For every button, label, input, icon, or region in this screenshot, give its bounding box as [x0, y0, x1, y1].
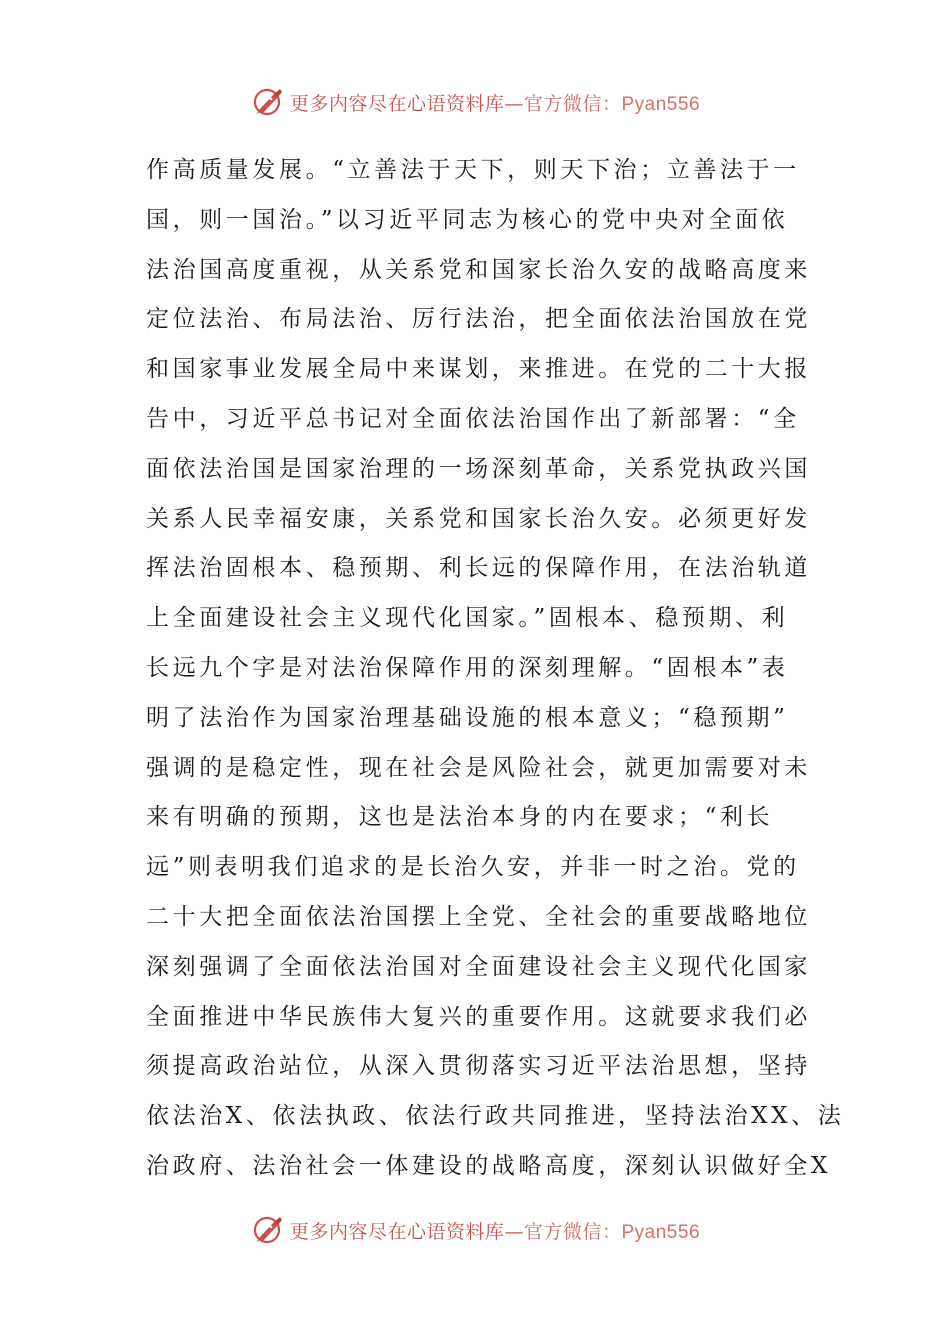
body-line: 远”则表明我们追求的是长治久安，并非一时之治。党的 — [146, 854, 800, 881]
header-wechat-label: 官方微信： — [523, 92, 622, 115]
body-line: 全面推进中华民族伟大复兴的重要作用。这就要求我们必 — [146, 1003, 811, 1030]
body-line: 法治国高度重视，从关系党和国家长治久安的战略高度来 — [146, 256, 811, 283]
body-line: 长远九个字是对法治保障作用的深刻理解。“固根本”表 — [146, 654, 789, 681]
header-banner — [0, 82, 950, 122]
body-line: 挥法治固根本、稳预期、利长远的保障作用，在法治轨道 — [146, 555, 811, 582]
document-body — [146, 146, 845, 1192]
body-line: 依法治X、依法执政、依法行政共同推进，坚持法治XX、法 — [146, 1103, 845, 1130]
body-line: 作高质量发展。“立善法于天下，则天下治；立善法于一 — [146, 157, 800, 183]
header-brand: 更多内容尽在心语资料库 — [289, 92, 505, 115]
body-line: 治政府、法治社会一体建设的战略高度，深刻认识做好全X — [146, 1152, 831, 1179]
body-line: 定位法治、布局法治、厉行法治，把全面依法治国放在党 — [146, 306, 811, 333]
body-line: 面依法治国是国家治理的一场深刻革命，关系党执政兴国 — [146, 455, 811, 482]
pen-nib-circle-icon — [250, 84, 286, 120]
header-wechat-id: Pyan556 — [621, 93, 701, 115]
body-line: 深刻强调了全面依法治国对全面建设社会主义现代化国家 — [146, 953, 811, 980]
body-line: 国，则一国治。”以习近平同志为核心的党中央对全面依 — [146, 206, 789, 233]
body-line: 上全面建设社会主义现代化国家。”固根本、稳预期、利 — [146, 605, 789, 632]
body-line: 来有明确的预期，这也是法治本身的内在要求；“利长 — [146, 804, 774, 831]
body-line: 告中，习近平总书记对全面依法治国作出了新部署：“全 — [146, 405, 800, 432]
footer-separator: — — [504, 1220, 524, 1243]
body-line: 和国家事业发展全局中来谋划，来推进。在党的二十大报 — [146, 356, 811, 383]
header-separator: — — [504, 92, 524, 115]
header-banner-text — [290, 89, 700, 116]
footer-wechat-id: Pyan556 — [621, 1221, 701, 1243]
footer-brand: 更多内容尽在心语资料库 — [289, 1220, 505, 1243]
body-line: 二十大把全面依法治国摆上全党、全社会的重要战略地位 — [146, 903, 811, 930]
footer-wechat-label: 官方微信： — [523, 1220, 622, 1243]
pen-nib-circle-icon — [250, 1212, 286, 1248]
body-line: 关系人民幸福安康，关系党和国家长治久安。必须更好发 — [146, 505, 811, 532]
footer-banner — [0, 1210, 950, 1250]
body-line: 明了法治作为国家治理基础设施的根本意义；“稳预期” — [146, 704, 789, 731]
footer-banner-text — [290, 1217, 700, 1244]
body-line: 须提高政治站位，从深入贯彻落实习近平法治思想，坚持 — [146, 1053, 811, 1080]
body-line: 强调的是稳定性，现在社会是风险社会，就更加需要对未 — [146, 754, 811, 781]
